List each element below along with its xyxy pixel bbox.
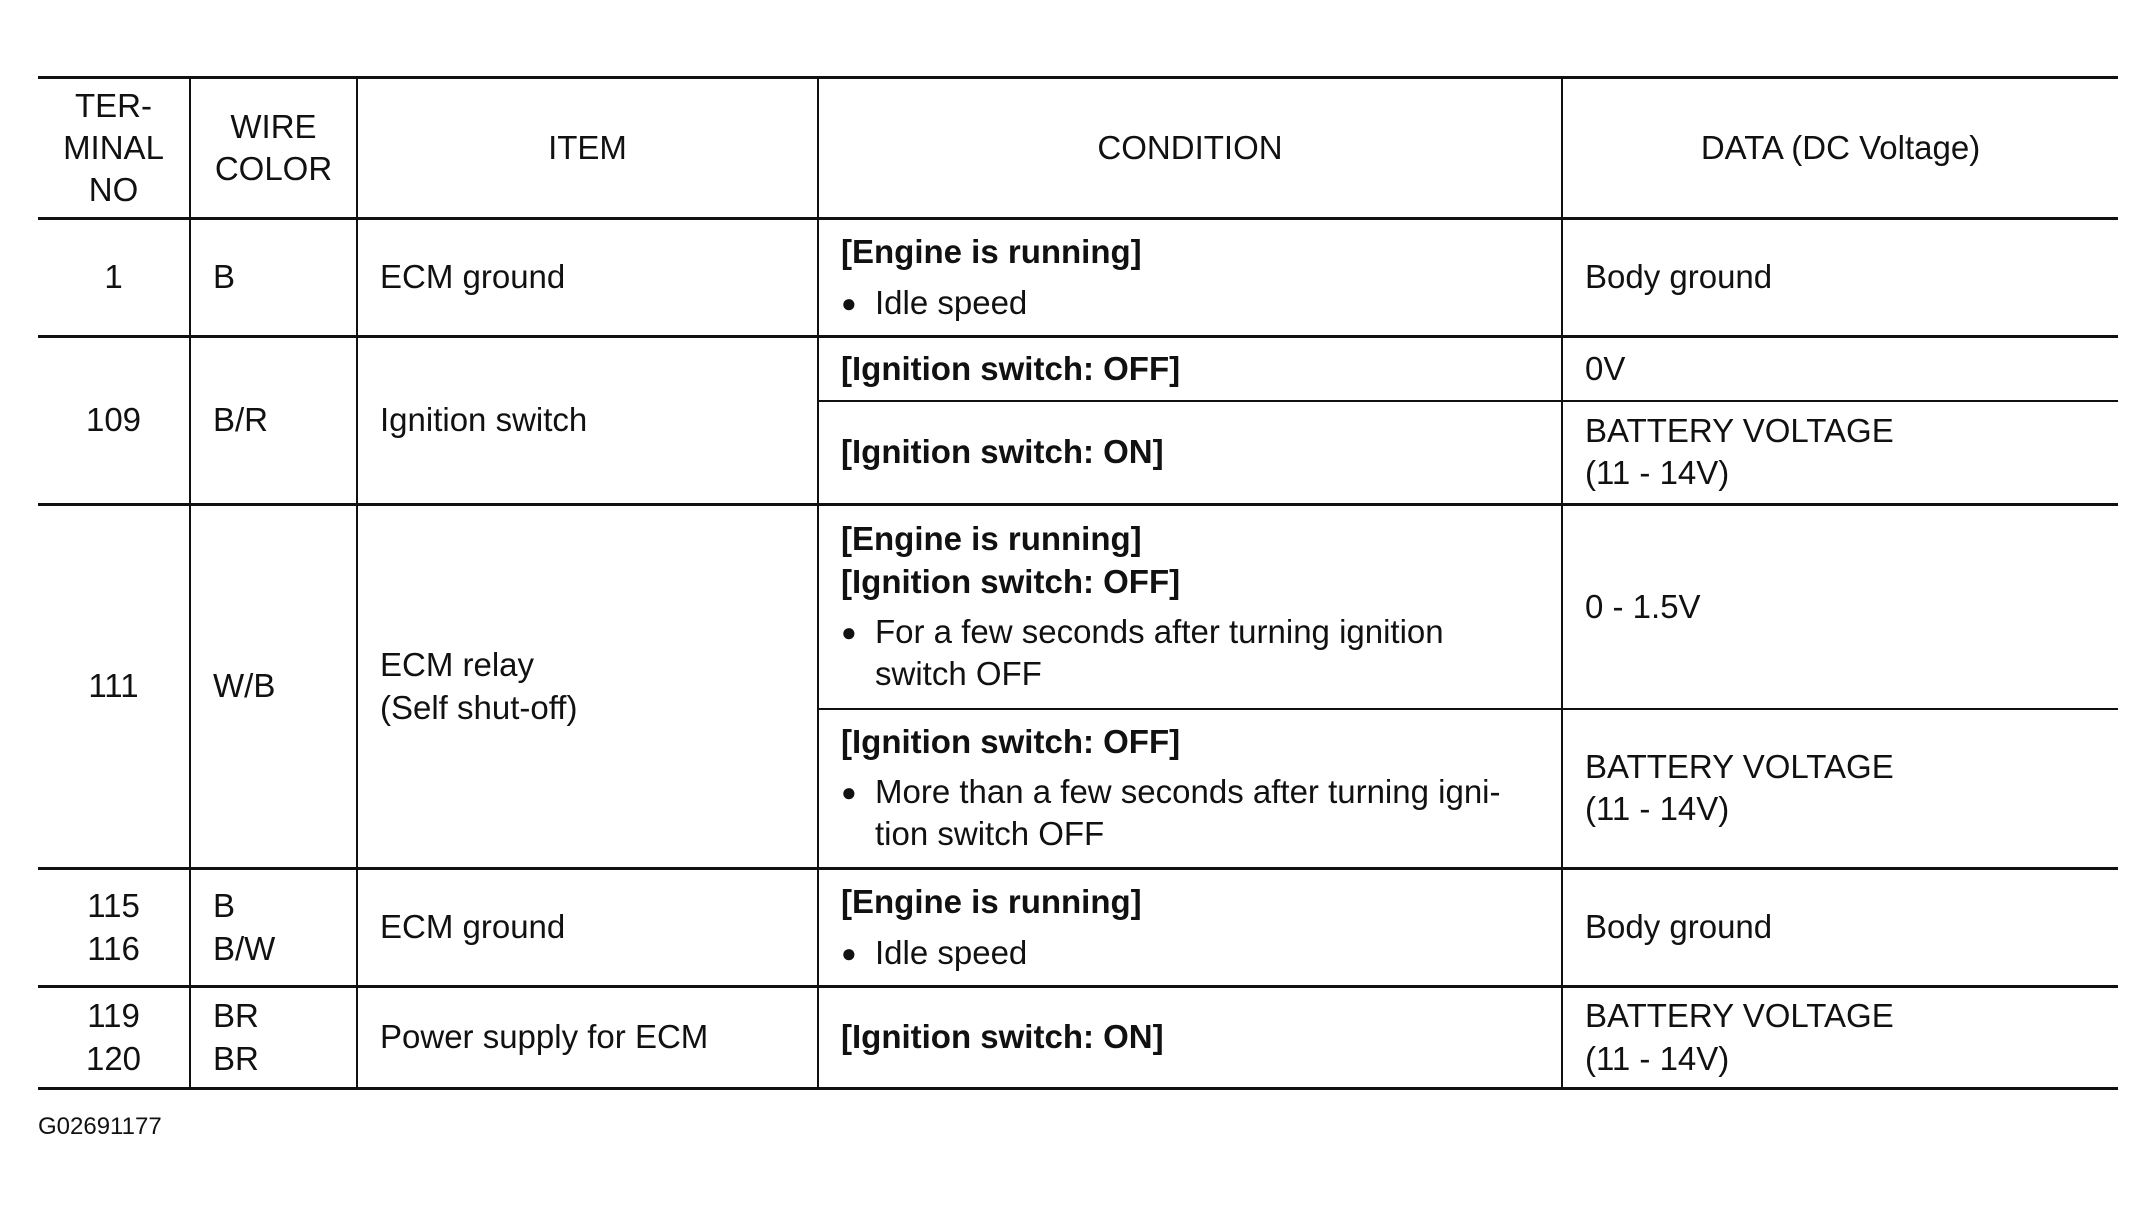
terminal-cell: 111 (38, 505, 190, 869)
condition-bullet-text: Idle speed (875, 933, 1028, 971)
header-terminal-line: MINAL (63, 128, 164, 166)
condition-heading: [Engine is running] (841, 520, 1142, 558)
condition-heading: [Ignition switch: ON] (841, 1018, 1164, 1056)
data-cell: 0 - 1.5V (1562, 505, 2118, 709)
bullet-line-text: More than a few seconds after turning igni- (875, 773, 1501, 811)
header-wire-line: COLOR (214, 150, 333, 187)
table-row (38, 505, 2118, 709)
figure-id: G02691177 (38, 1113, 162, 1140)
condition-cell (818, 401, 1562, 505)
condition-heading: [Engine is running] (841, 233, 1142, 271)
data-cell (1562, 709, 2118, 869)
data-line: BATTERY VOLTAGE (1585, 412, 1894, 450)
terminal-cell (38, 987, 190, 1089)
table-row (38, 869, 2118, 987)
condition-heading: [Engine is running] (841, 883, 1142, 921)
wire-color-cell: W/B (190, 505, 357, 869)
condition-heading: [Ignition switch: OFF] (841, 722, 1181, 760)
condition-heading: [Ignition switch: OFF] (841, 349, 1181, 387)
terminal-cell: 109 (38, 337, 190, 505)
data-cell (1562, 987, 2118, 1089)
item-cell: Ignition switch (357, 337, 818, 505)
terminal-line: 119 (87, 997, 140, 1035)
terminal-cell: 1 (38, 219, 190, 337)
header-terminal-line: TER- (75, 86, 152, 124)
condition-cell (818, 869, 1562, 987)
wire-line: BR (213, 1039, 259, 1077)
item-cell (357, 505, 818, 869)
item-cell: Power supply for ECM (357, 987, 818, 1089)
wire-line: BR (213, 997, 259, 1035)
item-cell: ECM ground (357, 869, 818, 987)
terminal-line: 116 (87, 929, 140, 967)
wire-color-cell: B (190, 219, 357, 337)
header-wire-line: WIRE (230, 107, 317, 145)
condition-bullet (841, 282, 1539, 324)
item-line: (Self shut-off) (380, 688, 578, 726)
data-line: BATTERY VOLTAGE (1585, 748, 1894, 786)
condition-bullet (841, 611, 1539, 695)
ecm-terminal-table-wrap (38, 76, 2118, 1090)
table-row (38, 337, 2118, 401)
data-line: BATTERY VOLTAGE (1585, 997, 1894, 1035)
bullet-line-text: switch OFF (875, 654, 1042, 692)
bullet-dot-icon: ● (841, 287, 857, 318)
data-line: (11 - 14V) (1585, 790, 1730, 828)
data-cell: 0V (1562, 337, 2118, 401)
condition-cell (818, 987, 1562, 1089)
header-terminal-no (38, 78, 190, 219)
bullet-dot-icon: ● (841, 616, 857, 647)
header-wire-color (190, 78, 357, 219)
data-cell: Body ground (1562, 219, 2118, 337)
condition-heading: [Ignition switch: OFF] (841, 562, 1181, 600)
bullet-line-text: tion switch OFF (875, 815, 1105, 853)
bullet-line-text: For a few seconds after turning ignition (875, 612, 1444, 650)
terminal-line: 115 (87, 887, 140, 925)
condition-cell (818, 709, 1562, 869)
wire-color-cell (190, 869, 357, 987)
data-cell: Body ground (1562, 869, 2118, 987)
condition-cell (818, 337, 1562, 401)
item-line: ECM relay (380, 646, 535, 684)
condition-bullet-text (875, 611, 1444, 695)
bullet-dot-icon: ● (841, 777, 857, 808)
bullet-dot-icon: ● (841, 937, 857, 968)
data-cell (1562, 401, 2118, 505)
data-line: (11 - 14V) (1585, 1039, 1730, 1077)
data-line: (11 - 14V) (1585, 454, 1730, 492)
table-row (38, 219, 2118, 337)
condition-bullet (841, 932, 1539, 974)
header-condition: CONDITION (818, 78, 1562, 219)
table-row (38, 987, 2118, 1089)
ecm-terminal-table (38, 76, 2118, 1090)
condition-cell (818, 219, 1562, 337)
wire-line: B (213, 887, 236, 925)
condition-bullet (841, 771, 1539, 855)
condition-bullet-text: Idle speed (875, 283, 1028, 321)
condition-heading: [Ignition switch: ON] (841, 433, 1164, 471)
wire-line: B/W (213, 929, 276, 967)
terminal-line: 120 (85, 1039, 142, 1077)
wire-color-cell: B/R (190, 337, 357, 505)
header-row (38, 78, 2118, 219)
header-item: ITEM (357, 78, 818, 219)
header-terminal-line: NO (88, 171, 139, 209)
item-cell: ECM ground (357, 219, 818, 337)
condition-bullet-text (875, 771, 1501, 855)
terminal-cell (38, 869, 190, 987)
wire-color-cell (190, 987, 357, 1089)
condition-cell (818, 505, 1562, 709)
header-data: DATA (DC Voltage) (1562, 78, 2118, 219)
